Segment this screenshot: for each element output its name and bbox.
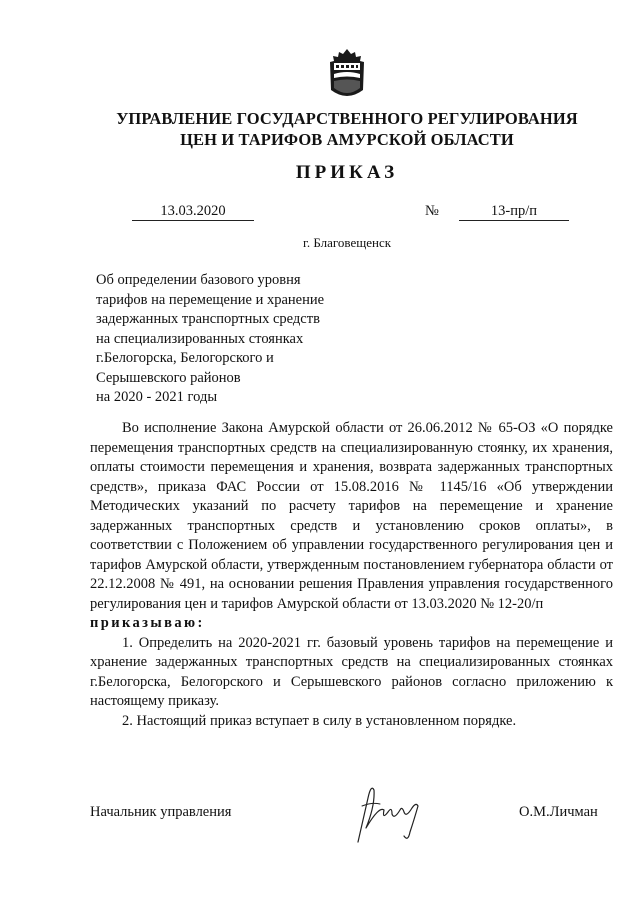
subject-line: на 2020 - 2021 годы bbox=[96, 389, 218, 405]
issuing-authority bbox=[0, 108, 640, 150]
subject-line: Серышевского районов bbox=[96, 369, 241, 386]
order-subject bbox=[96, 271, 376, 408]
order-body bbox=[90, 419, 613, 731]
order-date: 13.03.2020 bbox=[132, 203, 254, 221]
subject-line: Об определении базового уровня bbox=[96, 272, 301, 288]
preamble-paragraph: Во исполнение Закона Амурской области от 26.06.2012 № 65-ОЗ «О порядке перемещения транспортных средств на специализированную стоянку, их хранения, оплаты стоимости перемещения и хранения, возврата задержанных транспортных средств», приказа ФАС России от 15.08.2016 № 1145/16 «Об утверждении Методических указаний по расчету тарифов на перемещение и хранение задержанных транспортных средств и установлению сроков оплаты», в соответствии с Положением об управлении государственного регулирования цен и тарифов Амурской области, утвержденным постановлением губернатора области от 22.12.2008 № 491, на основании решения Правления управления государственного регулирования цен и тарифов Амурской области от 13.03.2020 № 12-20/п bbox=[90, 420, 613, 612]
coat-of-arms-icon bbox=[326, 48, 368, 100]
document-type: ПРИКАЗ bbox=[295, 162, 399, 183]
decree-word: приказываю: bbox=[90, 615, 205, 631]
order-item-2: 2. Настоящий приказ вступает в силу в установленном порядке. bbox=[122, 712, 517, 729]
order-number: 13-пр/п bbox=[459, 203, 569, 221]
authority-line-1: УПРАВЛЕНИЕ ГОСУДАРСТВЕННОГО РЕГУЛИРОВАНИЯ bbox=[116, 109, 578, 128]
subject-line: задержанных транспортных средств bbox=[96, 311, 320, 327]
number-sign: № bbox=[425, 203, 439, 219]
subject-line: тарифов на перемещение и хранение bbox=[96, 291, 325, 308]
subject-line: на специализированных стоянках bbox=[96, 330, 304, 347]
handwritten-signature-icon bbox=[344, 776, 434, 848]
authority-line-2: ЦЕН И ТАРИФОВ АМУРСКОЙ ОБЛАСТИ bbox=[180, 130, 514, 149]
city: г. Благовещенск bbox=[302, 235, 392, 250]
signatory-title: Начальник управления bbox=[90, 804, 232, 820]
subject-line: г.Белогорска, Белогорского и bbox=[96, 350, 274, 366]
signatory-name: О.М.Личман bbox=[519, 804, 598, 820]
order-item-1: 1. Определить на 2020-2021 гг. базовый уровень тарифов на перемещение и хранение задержанных транспортных средств на специализированных стоянках г.Белогорска, Белогорского и Серышевского районов согласно приложению к настоящему приказу. bbox=[90, 634, 613, 709]
